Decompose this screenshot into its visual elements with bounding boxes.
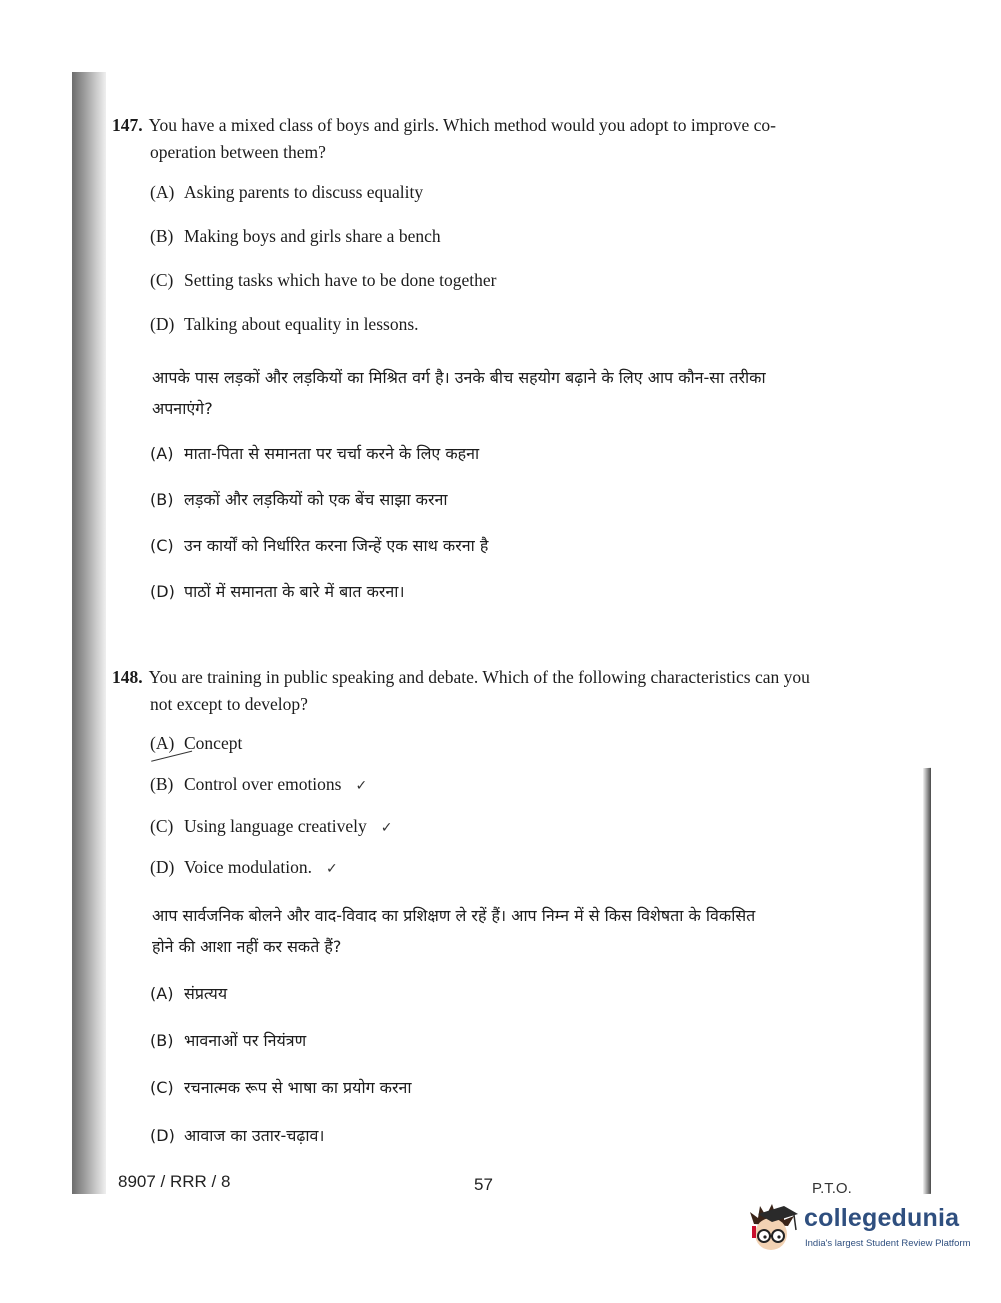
option-letter: (A) xyxy=(150,733,175,753)
option-text: माता-पिता से समानता पर चर्चा करने के लिए कहना xyxy=(184,444,480,463)
question-number: 147. xyxy=(112,115,143,135)
mascot-icon xyxy=(744,1200,800,1256)
option-letter: (C) xyxy=(150,1078,174,1097)
option-d-hindi xyxy=(150,1124,325,1146)
question-stem-hindi xyxy=(152,362,880,424)
option-text: भावनाओं पर नियंत्रण xyxy=(184,1031,307,1050)
option-a xyxy=(150,182,423,203)
pto-label: P.T.O. xyxy=(812,1180,852,1194)
option-text: Talking about equality in lessons. xyxy=(184,314,419,334)
option-text: उन कार्यों को निर्धारित करना जिन्हें एक साथ करना है xyxy=(184,536,489,555)
question-number: 148. xyxy=(112,667,143,687)
question-stem-english xyxy=(112,664,882,718)
option-text: Making boys and girls share a bench xyxy=(184,226,441,246)
option-text: Using language creatively xyxy=(184,816,367,836)
option-letter: (A) xyxy=(150,444,174,463)
option-b xyxy=(150,226,441,247)
scan-shadow-left xyxy=(72,72,106,1194)
stem-line: अपनाएंगे? xyxy=(152,399,213,418)
question-stem-english xyxy=(112,112,882,166)
collegedunia-logo xyxy=(744,1198,974,1258)
option-text: Setting tasks which have to be done together xyxy=(184,270,497,290)
page-number: 57 xyxy=(474,1175,493,1194)
stem-line: not except to develop? xyxy=(150,694,308,714)
option-a xyxy=(150,733,242,754)
option-letter: (D) xyxy=(150,582,175,601)
handwritten-tick-icon: ✓ xyxy=(326,861,338,877)
option-c xyxy=(150,270,497,291)
stem-line: आपके पास लड़कों और लड़कियों का मिश्रित वर्ग है। उनके बीच सहयोग बढ़ाने के लिए आप कौन-सा तरीका xyxy=(152,368,766,387)
option-letter: (B) xyxy=(150,226,174,246)
option-d xyxy=(150,857,338,878)
option-c xyxy=(150,816,392,837)
stem-line: आप सार्वजनिक बोलने और वाद-विवाद का प्रशिक्षण ले रहें हैं। आप निम्न में से किस विशेषता के विकसित xyxy=(152,906,756,925)
option-c-hindi xyxy=(150,1076,412,1098)
option-letter: (D) xyxy=(150,857,175,877)
handwritten-tick-icon: ✓ xyxy=(380,820,393,836)
option-d-hindi xyxy=(150,580,405,602)
stem-line: operation between them? xyxy=(150,142,326,162)
option-letter: (C) xyxy=(150,816,174,836)
option-text: Asking parents to discuss equality xyxy=(184,182,424,202)
option-letter: (C) xyxy=(150,270,174,290)
option-text: लड़कों और लड़कियों को एक बेंच साझा करना xyxy=(184,490,448,509)
option-c-hindi xyxy=(150,534,488,556)
stem-line: होने की आशा नहीं कर सकते हैं? xyxy=(152,937,342,956)
booklet-code: 8907 / RRR / 8 xyxy=(118,1172,231,1191)
logo-wordmark: collegedunia xyxy=(804,1204,960,1232)
option-text: आवाज का उतार-चढ़ाव। xyxy=(184,1126,325,1145)
option-text: पाठों में समानता के बारे में बात करना। xyxy=(184,582,405,601)
option-letter: (B) xyxy=(150,490,174,509)
option-text: रचनात्मक रूप से भाषा का प्रयोग करना xyxy=(184,1078,412,1097)
option-d xyxy=(150,314,419,335)
option-b-hindi xyxy=(150,1029,306,1051)
option-a-hindi xyxy=(150,982,227,1004)
option-text: संप्रत्यय xyxy=(184,984,228,1003)
scan-shadow-right xyxy=(923,768,931,1194)
logo-tagline: India's largest Student Review Platform xyxy=(805,1238,971,1249)
option-letter: (C) xyxy=(150,536,174,555)
question-stem-hindi xyxy=(152,900,880,962)
option-text: Voice modulation. xyxy=(184,857,312,877)
option-letter: (B) xyxy=(150,774,174,794)
option-b xyxy=(150,774,367,795)
option-letter: (D) xyxy=(150,1126,175,1145)
handwritten-tick-icon: ✓ xyxy=(355,778,368,794)
option-letter: (D) xyxy=(150,314,175,334)
option-b-hindi xyxy=(150,488,448,510)
stem-line: You have a mixed class of boys and girls. Which method would you adopt to improve co- xyxy=(148,115,776,135)
option-text: Control over emotions xyxy=(184,774,342,794)
option-text: Concept xyxy=(184,733,243,753)
option-letter: (B) xyxy=(150,1031,174,1050)
option-a-hindi xyxy=(150,442,479,464)
option-letter: (A) xyxy=(150,182,175,202)
stem-line: You are training in public speaking and debate. Which of the following characteristics can you xyxy=(148,667,810,687)
option-letter: (A) xyxy=(150,984,174,1003)
